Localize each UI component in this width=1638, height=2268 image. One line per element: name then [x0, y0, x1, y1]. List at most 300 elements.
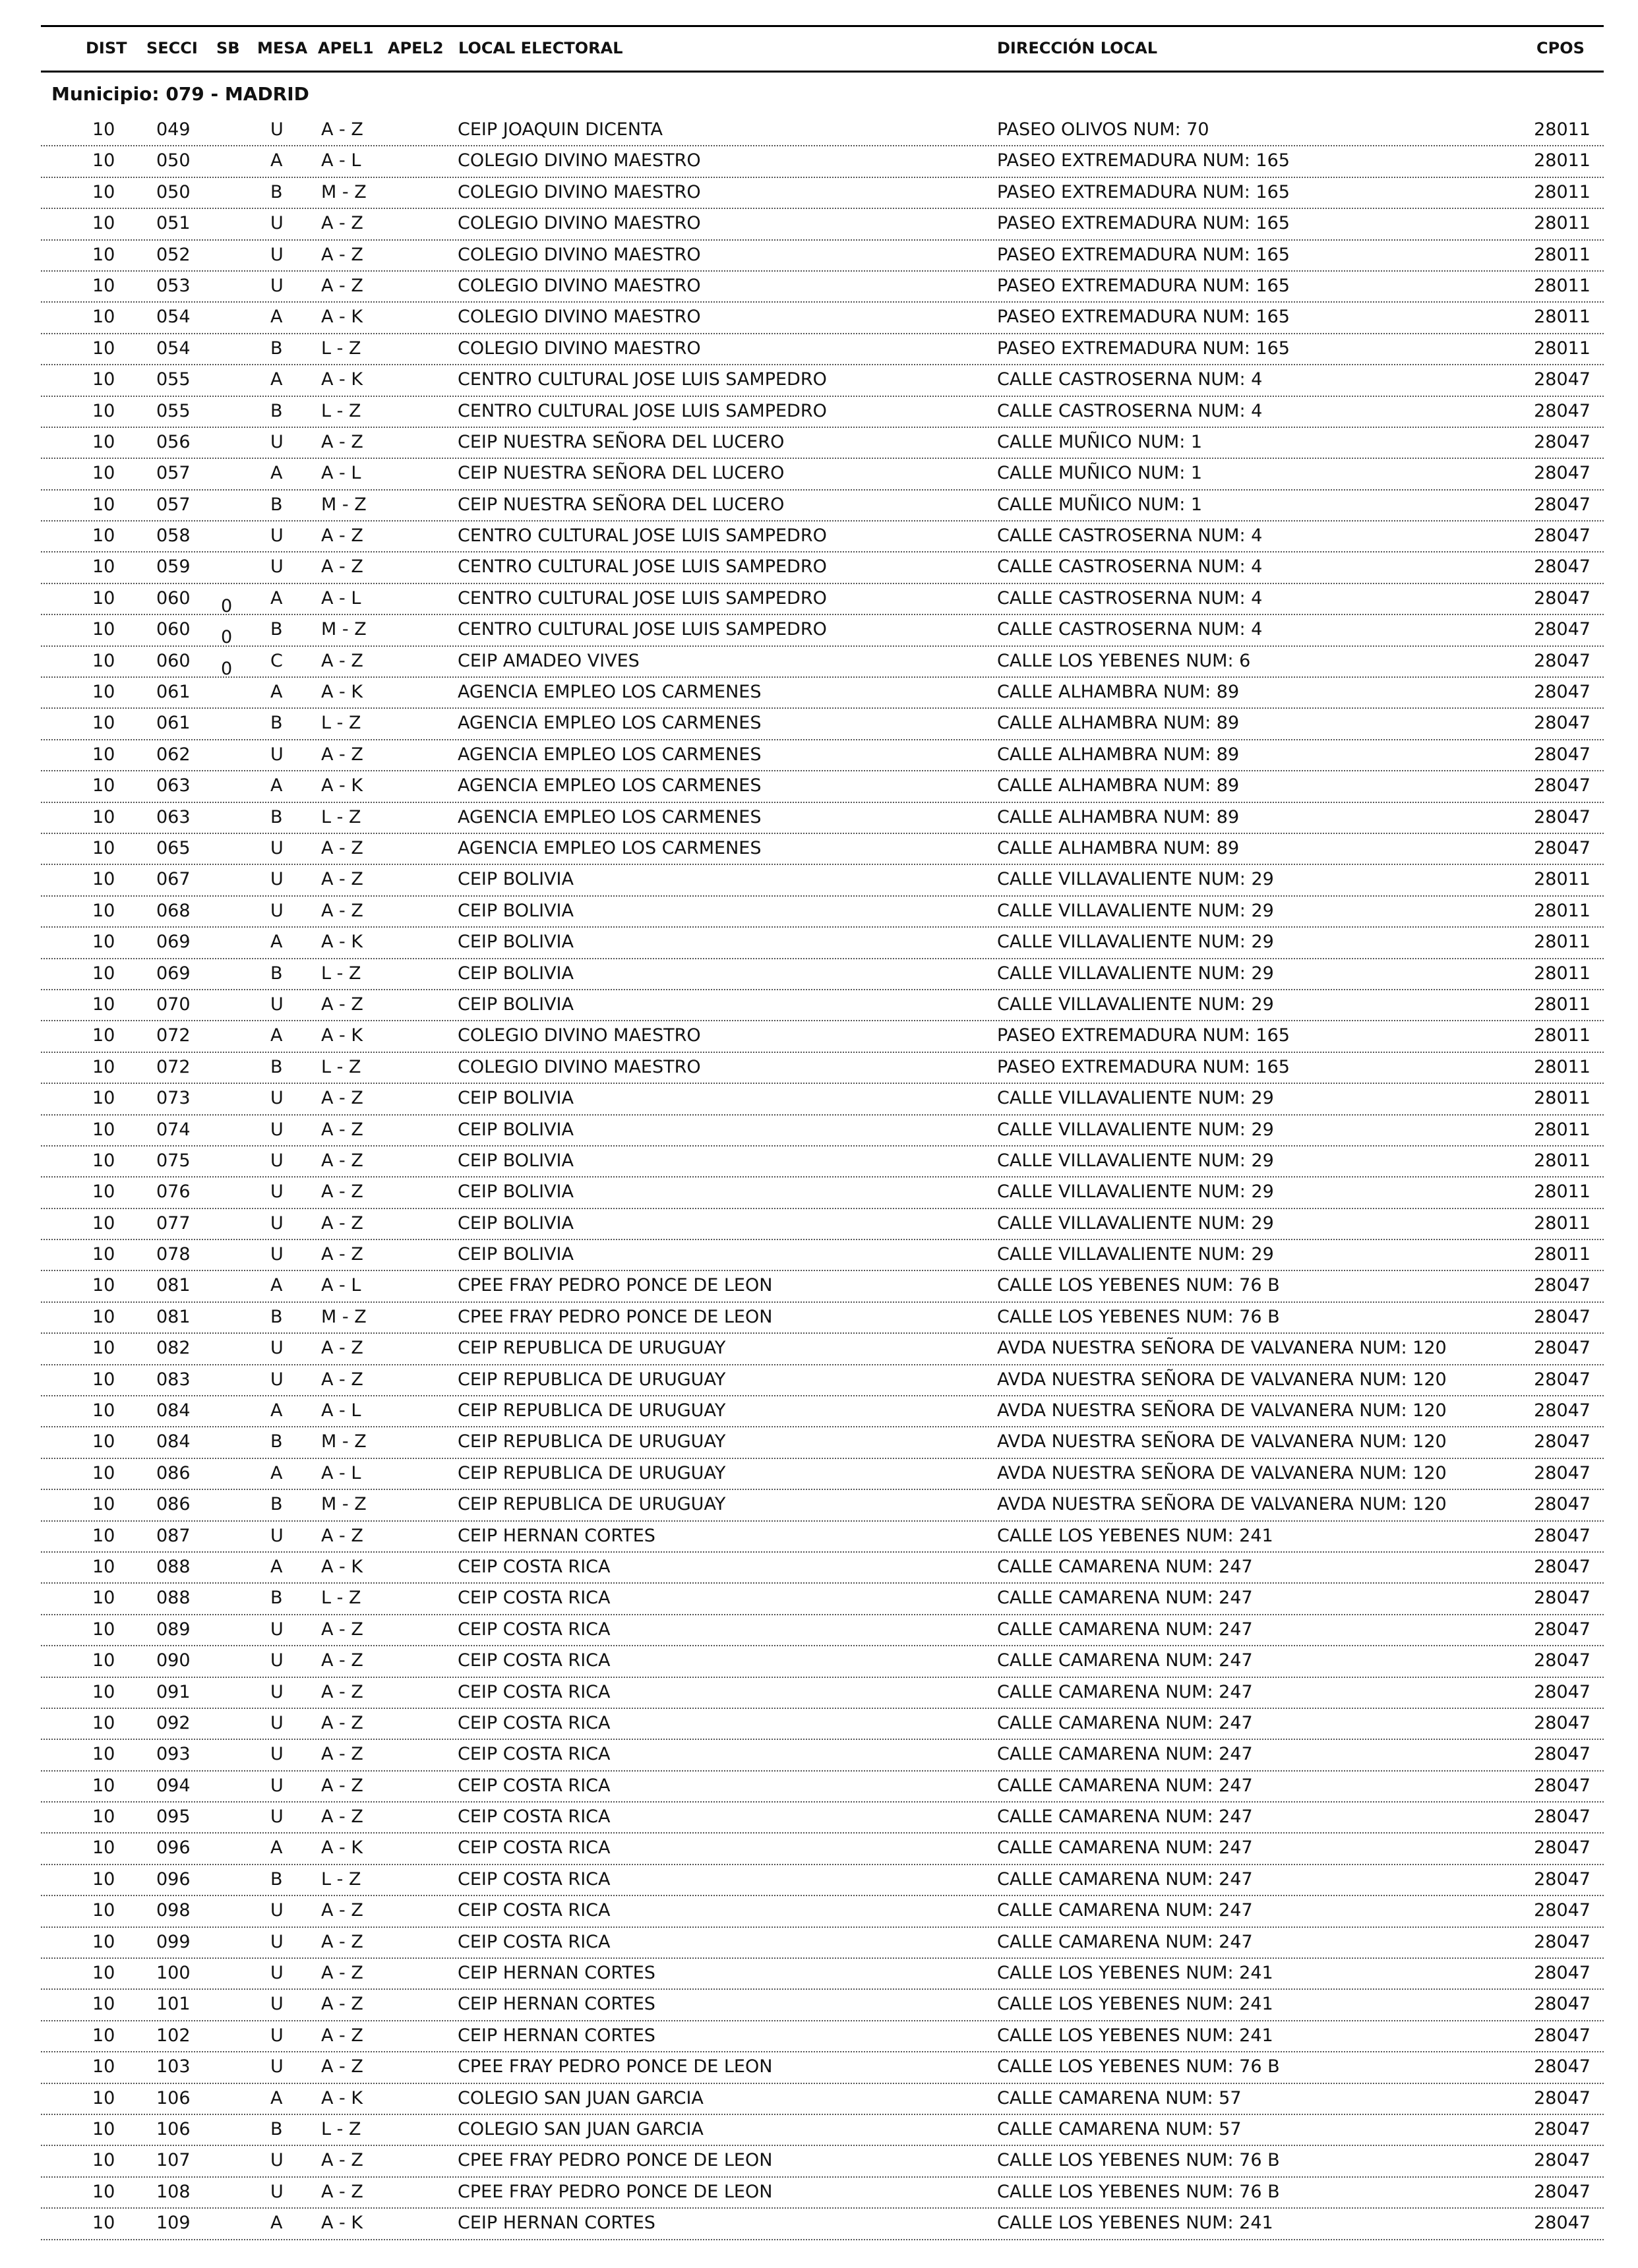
dist-cell: 10 [92, 1744, 115, 1765]
direccion-cell: CALLE LOS YEBENES NUM: 76 B [997, 2056, 1280, 2077]
section-cell: 087 [156, 1525, 191, 1546]
local-electoral-cell: CEIP BOLIVIA [458, 1181, 574, 1203]
mesa-cell: A [270, 463, 283, 484]
local-electoral-cell: CEIP HERNAN CORTES [458, 1963, 655, 1984]
direccion-cell: CALLE MUÑICO NUM: 1 [997, 494, 1203, 515]
section-cell: 057 [156, 463, 191, 484]
direccion-cell: PASEO EXTREMADURA NUM: 165 [997, 213, 1290, 234]
table-row [41, 1147, 1604, 1178]
section-cell: 102 [156, 2025, 191, 2046]
mesa-cell: U [270, 1338, 284, 1359]
direccion-cell: CALLE VILLAVALIENTE NUM: 29 [997, 900, 1274, 921]
table-row [41, 1553, 1604, 1584]
section-cell: 106 [156, 2087, 191, 2108]
mesa-cell: B [270, 181, 283, 202]
direccion-cell: CALLE LOS YEBENES NUM: 241 [997, 1994, 1273, 2015]
section-cell: 078 [156, 1244, 191, 1265]
mesa-cell: U [270, 2181, 284, 2202]
table-row [41, 1646, 1604, 1677]
dist-cell: 10 [92, 1338, 115, 1359]
col-header-secci: SECCI [146, 39, 198, 57]
section-cell: 055 [156, 369, 191, 390]
mesa-cell: U [270, 1931, 284, 1952]
local-electoral-cell: CPEE FRAY PEDRO PONCE DE LEON [458, 2150, 773, 2171]
dist-cell: 10 [92, 400, 115, 421]
direccion-cell: PASEO EXTREMADURA NUM: 165 [997, 338, 1290, 359]
table-row [41, 1865, 1604, 1896]
section-cell: 054 [156, 307, 191, 328]
dist-cell: 10 [92, 1650, 115, 1671]
direccion-cell: AVDA NUESTRA SEÑORA DE VALVANERA NUM: 120 [997, 1338, 1447, 1359]
table-row [41, 397, 1604, 428]
apel1-range-cell: A - Z [321, 869, 363, 890]
municipio-heading: Municipio: 079 - MADRID [51, 83, 309, 105]
dist-cell: 10 [92, 1868, 115, 1890]
dist-cell: 10 [92, 1369, 115, 1390]
direccion-cell: CALLE MUÑICO NUM: 1 [997, 431, 1203, 452]
dist-cell: 10 [92, 2150, 115, 2171]
dist-cell: 10 [92, 556, 115, 578]
col-header-apel2: APEL2 [388, 39, 444, 57]
table-row [41, 647, 1604, 678]
apel1-range-cell: A - K [321, 2087, 363, 2108]
table-row [41, 1709, 1604, 1740]
postal-code-cell: 28047 [1534, 619, 1591, 640]
section-cell: 106 [156, 2119, 191, 2139]
direccion-cell: CALLE VILLAVALIENTE NUM: 29 [997, 994, 1274, 1015]
table-row [41, 1834, 1604, 1865]
postal-code-cell: 28047 [1534, 1806, 1591, 1828]
col-header-dist: DIST [86, 39, 127, 57]
mesa-cell: A [270, 369, 283, 390]
section-cell: 069 [156, 963, 191, 984]
dist-cell: 10 [92, 963, 115, 984]
apel1-range-cell: A - K [321, 307, 363, 328]
mesa-cell: A [270, 2087, 283, 2108]
local-electoral-cell: CEIP REPUBLICA DE URUGUAY [458, 1431, 726, 1452]
table-row [41, 1271, 1604, 1302]
apel1-range-cell: M - Z [321, 619, 367, 640]
table-row [41, 1240, 1604, 1271]
local-electoral-cell: CEIP COSTA RICA [458, 1681, 611, 1702]
apel1-range-cell: L - Z [321, 1056, 361, 1077]
mesa-cell: B [270, 1588, 283, 1609]
dist-cell: 10 [92, 900, 115, 921]
dist-cell: 10 [92, 1494, 115, 1515]
mesa-cell: U [270, 900, 284, 921]
direccion-cell: CALLE CAMARENA NUM: 247 [997, 1931, 1253, 1952]
direccion-cell: CALLE CASTROSERNA NUM: 4 [997, 525, 1263, 547]
postal-code-cell: 28047 [1534, 1994, 1591, 2015]
table-row [41, 1959, 1604, 1990]
section-cell: 108 [156, 2181, 191, 2202]
section-cell: 096 [156, 1868, 191, 1890]
table-row [41, 1427, 1604, 1458]
postal-code-cell: 28047 [1534, 650, 1591, 671]
mesa-cell: A [270, 775, 283, 796]
direccion-cell: CALLE VILLAVALIENTE NUM: 29 [997, 963, 1274, 984]
dist-cell: 10 [92, 650, 115, 671]
table-row [41, 709, 1604, 740]
apel1-range-cell: A - Z [321, 213, 363, 234]
local-electoral-cell: CEIP COSTA RICA [458, 1650, 611, 1671]
local-electoral-cell: CENTRO CULTURAL JOSE LUIS SAMPEDRO [458, 525, 827, 547]
dist-cell: 10 [92, 1244, 115, 1265]
section-cell: 052 [156, 244, 191, 265]
postal-code-cell: 28011 [1534, 150, 1591, 171]
apel1-range-cell: A - Z [321, 1650, 363, 1671]
section-cell: 082 [156, 1338, 191, 1359]
local-electoral-cell: CEIP COSTA RICA [458, 1556, 611, 1577]
mesa-cell: B [270, 806, 283, 827]
mesa-cell: U [270, 1806, 284, 1828]
direccion-cell: CALLE CASTROSERNA NUM: 4 [997, 369, 1263, 390]
section-cell: 072 [156, 1056, 191, 1077]
direccion-cell: PASEO EXTREMADURA NUM: 165 [997, 150, 1290, 171]
local-electoral-cell: AGENCIA EMPLEO LOS CARMENES [458, 837, 762, 858]
dist-cell: 10 [92, 1712, 115, 1733]
apel1-range-cell: A - Z [321, 1119, 363, 1140]
mesa-cell: U [270, 1650, 284, 1671]
mesa-cell: A [270, 1556, 283, 1577]
section-cell: 060 [156, 587, 191, 609]
table-row [41, 459, 1604, 490]
apel1-range-cell: A - K [321, 932, 363, 953]
table-row [41, 241, 1604, 272]
direccion-cell: AVDA NUESTRA SEÑORA DE VALVANERA NUM: 120 [997, 1462, 1447, 1483]
apel1-range-cell: A - Z [321, 1931, 363, 1952]
local-electoral-cell: COLEGIO DIVINO MAESTRO [458, 213, 701, 234]
table-row [41, 1116, 1604, 1147]
section-cell: 067 [156, 869, 191, 890]
apel1-range-cell: A - Z [321, 1712, 363, 1733]
mesa-cell: U [270, 1369, 284, 1390]
section-cell: 094 [156, 1775, 191, 1796]
table-row [41, 1396, 1604, 1427]
direccion-cell: CALLE CAMARENA NUM: 247 [997, 1744, 1253, 1765]
table-row [41, 2052, 1604, 2083]
table-row [41, 865, 1604, 896]
apel1-range-cell: A - Z [321, 1525, 363, 1546]
mesa-cell: B [270, 1056, 283, 1077]
table-row [41, 1740, 1604, 1771]
postal-code-cell: 28011 [1534, 275, 1591, 296]
dist-cell: 10 [92, 2056, 115, 2077]
direccion-cell: CALLE ALHAMBRA NUM: 89 [997, 837, 1240, 858]
table-row [41, 584, 1604, 615]
section-cell: 103 [156, 2056, 191, 2077]
postal-code-cell: 28047 [1534, 1744, 1591, 1765]
table-row [41, 1615, 1604, 1646]
local-electoral-cell: CEIP COSTA RICA [458, 1588, 611, 1609]
dist-cell: 10 [92, 713, 115, 734]
direccion-cell: AVDA NUESTRA SEÑORA DE VALVANERA NUM: 120 [997, 1494, 1447, 1515]
local-electoral-cell: CPEE FRAY PEDRO PONCE DE LEON [458, 2181, 773, 2202]
mesa-cell: U [270, 1744, 284, 1765]
section-cell: 090 [156, 1650, 191, 1671]
table-row [41, 2084, 1604, 2115]
section-cell: 070 [156, 994, 191, 1015]
apel1-range-cell: A - K [321, 1025, 363, 1046]
local-electoral-cell: CEIP BOLIVIA [458, 1150, 574, 1171]
subsection-cell: 0 [221, 658, 233, 679]
postal-code-cell: 28047 [1534, 2056, 1591, 2077]
mesa-cell: C [270, 650, 283, 671]
direccion-cell: CALLE LOS YEBENES NUM: 76 B [997, 2150, 1280, 2171]
section-cell: 060 [156, 619, 191, 640]
section-cell: 050 [156, 181, 191, 202]
apel1-range-cell: A - L [321, 1275, 361, 1296]
mesa-cell: A [270, 682, 283, 703]
dist-cell: 10 [92, 494, 115, 515]
local-electoral-cell: CEIP BOLIVIA [458, 932, 574, 953]
local-electoral-cell: CENTRO CULTURAL JOSE LUIS SAMPEDRO [458, 556, 827, 578]
dist-cell: 10 [92, 1275, 115, 1296]
section-cell: 061 [156, 682, 191, 703]
col-header-sb: SB [216, 39, 240, 57]
section-cell: 086 [156, 1494, 191, 1515]
postal-code-cell: 28047 [1534, 1275, 1591, 1296]
postal-code-cell: 28011 [1534, 1150, 1591, 1171]
section-cell: 072 [156, 1025, 191, 1046]
direccion-cell: CALLE LOS YEBENES NUM: 76 B [997, 1306, 1280, 1327]
table-row [41, 522, 1604, 552]
direccion-cell: CALLE VILLAVALIENTE NUM: 29 [997, 1244, 1274, 1265]
table-row [41, 990, 1604, 1021]
local-electoral-cell: CPEE FRAY PEDRO PONCE DE LEON [458, 1275, 773, 1296]
local-electoral-cell: COLEGIO DIVINO MAESTRO [458, 275, 701, 296]
mesa-cell: A [270, 1400, 283, 1421]
postal-code-cell: 28011 [1534, 900, 1591, 921]
postal-code-cell: 28011 [1534, 213, 1591, 234]
apel1-range-cell: L - Z [321, 1588, 361, 1609]
section-cell: 050 [156, 150, 191, 171]
mesa-cell: B [270, 1306, 283, 1327]
postal-code-cell: 28011 [1534, 1244, 1591, 1265]
direccion-cell: CALLE VILLAVALIENTE NUM: 29 [997, 932, 1274, 953]
local-electoral-cell: CEIP REPUBLICA DE URUGUAY [458, 1369, 726, 1390]
mesa-cell: U [270, 213, 284, 234]
local-electoral-cell: AGENCIA EMPLEO LOS CARMENES [458, 744, 762, 765]
apel1-range-cell: A - Z [321, 119, 363, 140]
table-row [41, 1334, 1604, 1365]
postal-code-cell: 28011 [1534, 1056, 1591, 1077]
mesa-cell: A [270, 1462, 283, 1483]
table-row [41, 491, 1604, 522]
col-header-mesa: MESA [257, 39, 308, 57]
table-row [41, 1772, 1604, 1803]
section-cell: 083 [156, 1369, 191, 1390]
direccion-cell: AVDA NUESTRA SEÑORA DE VALVANERA NUM: 120 [997, 1369, 1447, 1390]
apel1-range-cell: L - Z [321, 400, 361, 421]
mesa-cell: U [270, 1619, 284, 1640]
direccion-cell: CALLE LOS YEBENES NUM: 241 [997, 2213, 1273, 2234]
local-electoral-cell: CEIP COSTA RICA [458, 1837, 611, 1859]
direccion-cell: PASEO EXTREMADURA NUM: 165 [997, 1025, 1290, 1046]
apel1-range-cell: A - L [321, 1400, 361, 1421]
mesa-cell: A [270, 1275, 283, 1296]
dist-cell: 10 [92, 682, 115, 703]
polling-stations-table [41, 115, 1604, 2240]
direccion-cell: CALLE VILLAVALIENTE NUM: 29 [997, 1150, 1274, 1171]
dist-cell: 10 [92, 1900, 115, 1921]
local-electoral-cell: CENTRO CULTURAL JOSE LUIS SAMPEDRO [458, 400, 827, 421]
dist-cell: 10 [92, 275, 115, 296]
apel1-range-cell: A - Z [321, 1806, 363, 1828]
table-row [41, 1459, 1604, 1490]
section-cell: 109 [156, 2213, 191, 2234]
apel1-range-cell: A - Z [321, 1681, 363, 1702]
table-row [41, 1990, 1604, 2021]
apel1-range-cell: A - K [321, 775, 363, 796]
postal-code-cell: 28047 [1534, 400, 1591, 421]
section-cell: 069 [156, 932, 191, 953]
section-cell: 059 [156, 556, 191, 578]
direccion-cell: CALLE LOS YEBENES NUM: 76 B [997, 1275, 1280, 1296]
dist-cell: 10 [92, 150, 115, 171]
dist-cell: 10 [92, 307, 115, 328]
local-electoral-cell: CEIP BOLIVIA [458, 900, 574, 921]
dist-cell: 10 [92, 1525, 115, 1546]
mesa-cell: U [270, 431, 284, 452]
dist-cell: 10 [92, 2181, 115, 2202]
local-electoral-cell: CEIP COSTA RICA [458, 1806, 611, 1828]
direccion-cell: AVDA NUESTRA SEÑORA DE VALVANERA NUM: 120 [997, 1400, 1447, 1421]
apel1-range-cell: A - Z [321, 1088, 363, 1109]
section-cell: 084 [156, 1400, 191, 1421]
section-cell: 077 [156, 1212, 191, 1234]
section-cell: 100 [156, 1963, 191, 1984]
dist-cell: 10 [92, 525, 115, 547]
apel1-range-cell: A - K [321, 682, 363, 703]
local-electoral-cell: CEIP BOLIVIA [458, 1088, 574, 1109]
section-cell: 107 [156, 2150, 191, 2171]
mesa-cell: B [270, 1868, 283, 1890]
local-electoral-cell: COLEGIO DIVINO MAESTRO [458, 1025, 701, 1046]
mesa-cell: U [270, 744, 284, 765]
section-cell: 086 [156, 1462, 191, 1483]
dist-cell: 10 [92, 1088, 115, 1109]
apel1-range-cell: A - Z [321, 1150, 363, 1171]
direccion-cell: CALLE CAMARENA NUM: 57 [997, 2087, 1242, 2108]
section-cell: 054 [156, 338, 191, 359]
direccion-cell: CALLE VILLAVALIENTE NUM: 29 [997, 1212, 1274, 1234]
dist-cell: 10 [92, 1150, 115, 1171]
section-cell: 093 [156, 1744, 191, 1765]
mesa-cell: A [270, 932, 283, 953]
section-cell: 053 [156, 275, 191, 296]
section-cell: 081 [156, 1275, 191, 1296]
direccion-cell: CALLE CAMARENA NUM: 247 [997, 1806, 1253, 1828]
section-cell: 076 [156, 1181, 191, 1203]
table-row [41, 1053, 1604, 1084]
section-cell: 084 [156, 1431, 191, 1452]
dist-cell: 10 [92, 1775, 115, 1796]
apel1-range-cell: A - Z [321, 1181, 363, 1203]
apel1-range-cell: A - Z [321, 244, 363, 265]
table-row [41, 178, 1604, 209]
apel1-range-cell: A - Z [321, 837, 363, 858]
apel1-range-cell: A - Z [321, 431, 363, 452]
dist-cell: 10 [92, 619, 115, 640]
dist-cell: 10 [92, 1931, 115, 1952]
postal-code-cell: 28011 [1534, 119, 1591, 140]
dist-cell: 10 [92, 181, 115, 202]
direccion-cell: CALLE CAMARENA NUM: 247 [997, 1837, 1253, 1859]
direccion-cell: CALLE CASTROSERNA NUM: 4 [997, 619, 1263, 640]
section-cell: 073 [156, 1088, 191, 1109]
local-electoral-cell: CEIP BOLIVIA [458, 1212, 574, 1234]
direccion-cell: CALLE VILLAVALIENTE NUM: 29 [997, 1088, 1274, 1109]
local-electoral-cell: COLEGIO DIVINO MAESTRO [458, 1056, 701, 1077]
direccion-cell: CALLE CAMARENA NUM: 247 [997, 1900, 1253, 1921]
direccion-cell: CALLE CAMARENA NUM: 247 [997, 1588, 1253, 1609]
section-cell: 088 [156, 1588, 191, 1609]
postal-code-cell: 28047 [1534, 1837, 1591, 1859]
section-cell: 095 [156, 1806, 191, 1828]
apel1-range-cell: A - Z [321, 1994, 363, 2015]
direccion-cell: CALLE VILLAVALIENTE NUM: 29 [997, 1181, 1274, 1203]
section-cell: 081 [156, 1306, 191, 1327]
section-cell: 061 [156, 713, 191, 734]
postal-code-cell: 28047 [1534, 713, 1591, 734]
apel1-range-cell: A - Z [321, 1212, 363, 1234]
mesa-cell: U [270, 1525, 284, 1546]
apel1-range-cell: A - Z [321, 900, 363, 921]
dist-cell: 10 [92, 119, 115, 140]
local-electoral-cell: CEIP COSTA RICA [458, 1775, 611, 1796]
dist-cell: 10 [92, 1619, 115, 1640]
apel1-range-cell: A - Z [321, 1900, 363, 1921]
mesa-cell: U [270, 1244, 284, 1265]
mesa-cell: A [270, 2213, 283, 2234]
mesa-cell: U [270, 1712, 284, 1733]
table-row [41, 2209, 1604, 2240]
postal-code-cell: 28047 [1534, 682, 1591, 703]
apel1-range-cell: L - Z [321, 1868, 361, 1890]
dist-cell: 10 [92, 1056, 115, 1077]
section-cell: 057 [156, 494, 191, 515]
local-electoral-cell: CEIP NUESTRA SEÑORA DEL LUCERO [458, 494, 785, 515]
section-cell: 060 [156, 650, 191, 671]
mesa-cell: U [270, 2025, 284, 2046]
table-row [41, 1678, 1604, 1709]
subsection-cell: 0 [221, 627, 233, 648]
direccion-cell: CALLE VILLAVALIENTE NUM: 29 [997, 869, 1274, 890]
mesa-cell: B [270, 494, 283, 515]
apel1-range-cell: L - Z [321, 713, 361, 734]
postal-code-cell: 28011 [1534, 1088, 1591, 1109]
direccion-cell: CALLE CAMARENA NUM: 247 [997, 1681, 1253, 1702]
local-electoral-cell: CEIP BOLIVIA [458, 1119, 574, 1140]
direccion-cell: CALLE LOS YEBENES NUM: 76 B [997, 2181, 1280, 2202]
apel1-range-cell: A - Z [321, 1338, 363, 1359]
subsection-cell: 0 [221, 595, 233, 616]
dist-cell: 10 [92, 1025, 115, 1046]
postal-code-cell: 28011 [1534, 963, 1591, 984]
apel1-range-cell: A - Z [321, 1244, 363, 1265]
col-header-apel1: APEL1 [318, 39, 374, 57]
direccion-cell: CALLE CAMARENA NUM: 247 [997, 1868, 1253, 1890]
mesa-cell: U [270, 2056, 284, 2077]
section-cell: 063 [156, 775, 191, 796]
local-electoral-cell: COLEGIO DIVINO MAESTRO [458, 244, 701, 265]
apel1-range-cell: A - Z [321, 650, 363, 671]
dist-cell: 10 [92, 1806, 115, 1828]
apel1-range-cell: L - Z [321, 963, 361, 984]
dist-cell: 10 [92, 806, 115, 827]
table-row [41, 803, 1604, 834]
